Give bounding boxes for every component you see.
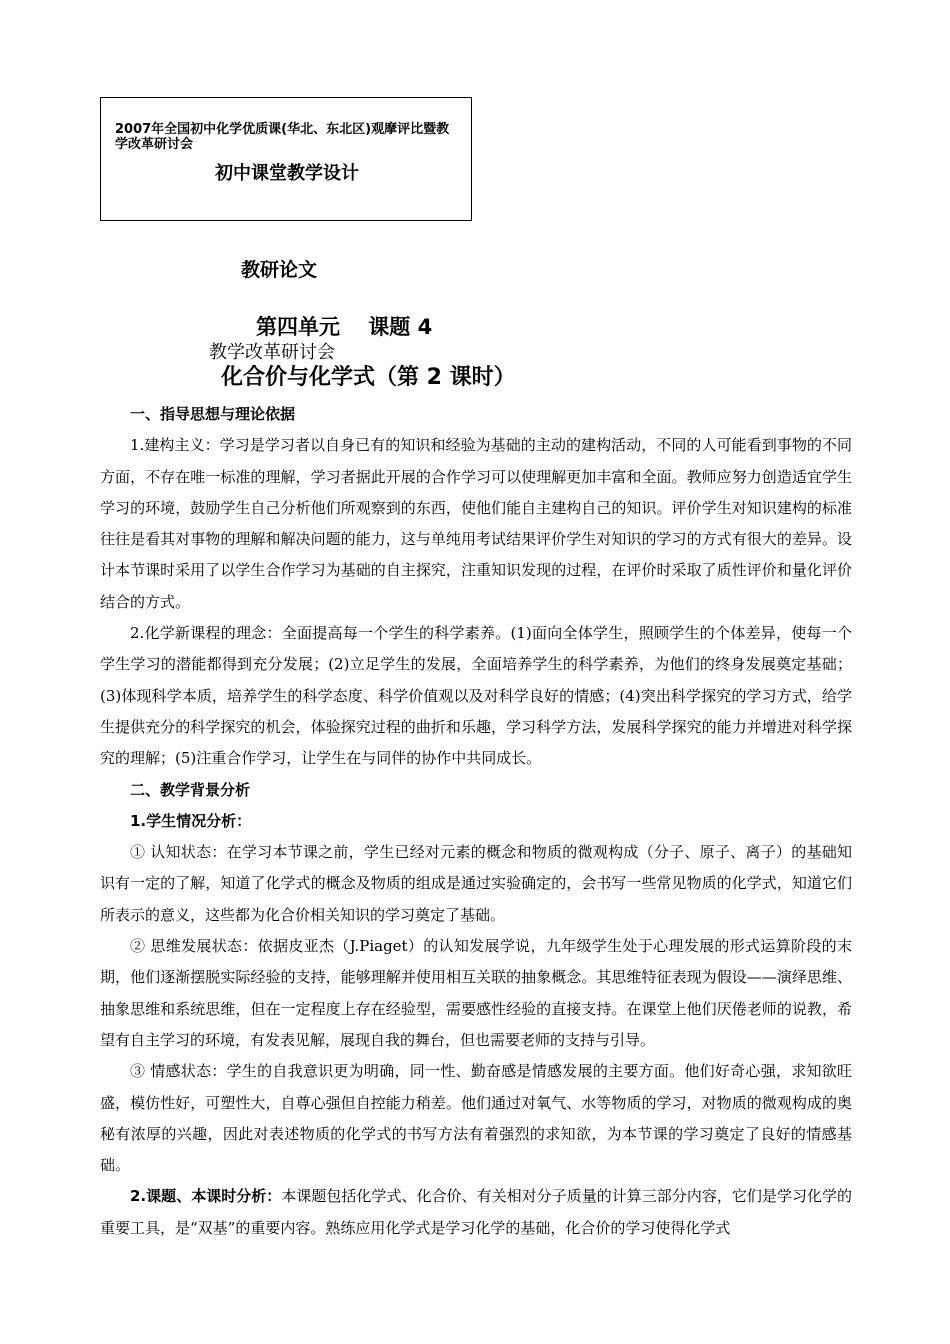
section-heading-2: 二、教学背景分析 (130, 780, 251, 799)
header-box (100, 97, 472, 221)
lesson-analysis-text: 本课题包括化学式、化合价、有关相对分子质量的计算三部分内容，它们是学习化学的重要工具，是“双基”的重要内容。熟练应用化学式是学习化学的基础，化合价的学习使得化学式 (100, 1187, 852, 1237)
design-title: 初中课堂教学设计 (215, 163, 359, 184)
paragraph-constructivism: 1.建构主义：学习是学习者以自身已有的知识和经验为基础的主动的建构活动，不同的人可能看到事物的不同方面，不存在唯一标准的理解，学习者据此开展的合作学习可以使理解更加丰富和全面。教师应努力创造适宜学生学习的环境，鼓励学生自己分析他们所观察到的东西，使他们能自主建构自己的知识。评价学生对知识建构的标准往往是看其对事物的理解和解决问题的能力，这与单纯用考试结果评价学生对知识的学习的方式有很大的差异。设计本节课时采用了以学生合作学习为基础的自主探究，注重知识发现的过程，在评价时采取了质性评价和量化评价结合的方式。 (100, 436, 852, 611)
paragraph-cognitive: ① 认知状态：在学习本节课之前，学生已经对元素的概念和物质的微观构成（分子、原子、离子）的基础知识有一定的了解，知道了化学式的概念及物质的组成是通过实验确定的，会书写一些常见物质的化学式，知道它们所表示的意义，这些都为化合价相关知识的学习奠定了基础。 (100, 843, 852, 924)
section-heading-1: 一、指导思想与理论依据 (130, 405, 296, 423)
main-title: 化合价与化学式（第 2 课时） (221, 365, 516, 390)
subsection-heading-students: 1.学生情况分析： (130, 811, 252, 830)
paragraph-lesson-analysis (100, 1181, 852, 1244)
unit-title: 第四单元 课题 4 (256, 315, 433, 339)
body-text (100, 399, 852, 1244)
seminar-title: 教学改革研讨会 (209, 342, 335, 363)
subsection-heading-lesson: 2.课题、本课时分析： (130, 1187, 282, 1206)
paragraph-emotion: ③ 情感状态：学生的自我意识更为明确，同一性、勤奋感是情感发展的主要方面。他们好奇心强，求知欲旺盛，模仿性好，可塑性大，自尊心强但自控能力稍差。他们通过对氧气、水等物质的学习，对物质的微观构成的奥秘有浓厚的兴趣，因此对表述物质的化学式的书写方法有着强烈的求知欲，为本节课的学习奠定了良好的情感基础。 (100, 1062, 852, 1175)
paragraph-thinking: ② 思维发展状态：依据皮亚杰（J.Piaget）的认知发展学说，九年级学生处于心理发展的形式运算阶段的末期，他们逐渐摆脱实际经验的支持，能够理解并使用相互关联的抽象概念。其思维特征表现为假设——演绎思维、抽象思维和系统思维，但在一定程度上存在经验型，需要感性经验的直接支持。在课堂上他们厌倦老师的说教，希望有自主学习的环境，有发表见解，展现自我的舞台，但也需要老师的支持与引导。 (100, 937, 852, 1049)
paragraph-curriculum: 2.化学新课程的理念：全面提高每一个学生的科学素养。(1)面向全体学生，照顾学生的个体差异，使每一个学生学习的潜能都得到充分发展；(2)立足学生的发展，全面培养学生的科学素养，为他们的终身发展奠定基础；(3)体现科学本质，培养学生的科学态度、科学价值观以及对科学良好的情感；(4)突出科学探究的学习方式，给学生提供充分的科学探究的机会，体验探究过程的曲折和乐趣，学习科学方法，发展科学探究的能力并增进对科学探究的理解；(5)注重合作学习，让学生在与同伴的协作中共同成长。 (100, 624, 852, 768)
conference-title: 2007年全国初中化学优质课(华北、东北区)观摩评比暨教学改革研讨会 (115, 122, 450, 152)
paper-type-title: 教研论文 (241, 259, 318, 281)
